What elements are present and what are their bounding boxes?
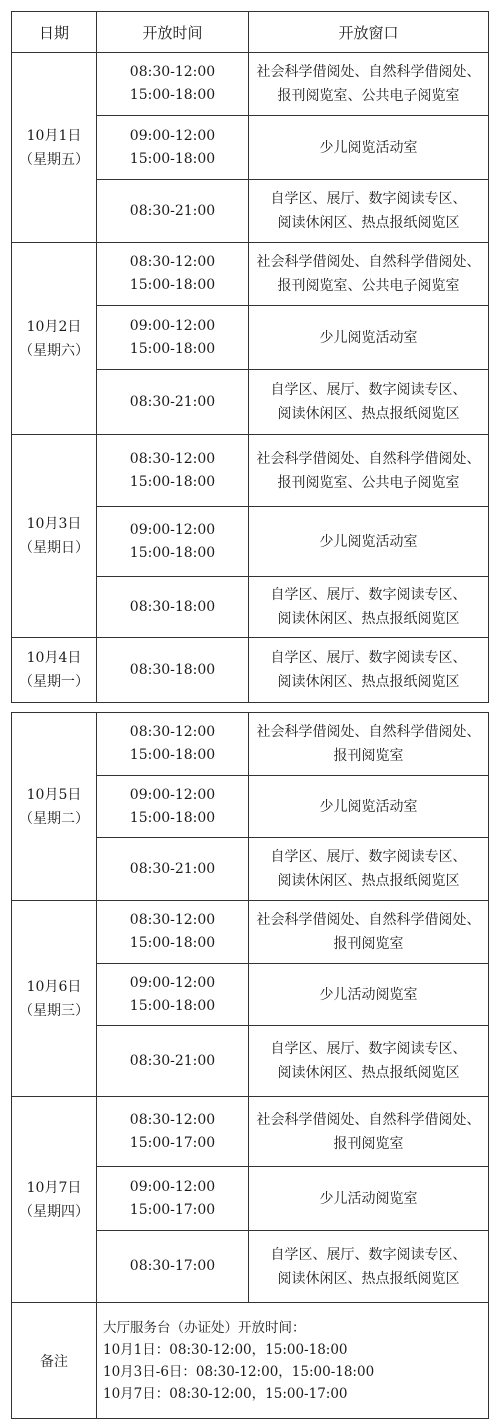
time-cell — [97, 116, 249, 180]
date-label: 10月4日 — [26, 650, 82, 666]
window-line: 自学区、展厅、数字阅读专区、 — [270, 1246, 467, 1263]
window-line: 报刊阅览室 — [333, 1135, 404, 1152]
time-line: 08:30-18:00 — [129, 598, 216, 615]
window-line: 报刊阅览室 — [333, 748, 404, 764]
weekday-label: （星期四） — [19, 1203, 89, 1220]
table-row — [12, 243, 489, 306]
notes-line: 10月7日：08:30-12:00，15:00-17:00 — [103, 1385, 348, 1402]
time-line: 09:00-12:00 — [129, 1178, 216, 1195]
time-cell — [97, 1231, 249, 1303]
table-row — [12, 901, 489, 964]
date-cell — [12, 901, 97, 1097]
time-cell — [97, 1097, 249, 1167]
date-cell — [12, 713, 97, 901]
date-label: 10月5日 — [26, 786, 82, 803]
window-line: 报刊阅览室、公共电子阅览室 — [277, 474, 460, 491]
window-line: 自学区、展厅、数字阅读专区、 — [270, 1041, 467, 1057]
weekday-label: （星期二） — [19, 810, 89, 827]
window-cell — [249, 776, 489, 838]
weekday-label: （星期五） — [19, 151, 89, 168]
window-cell — [249, 306, 489, 370]
window-cell — [249, 243, 489, 306]
date-cell — [12, 53, 97, 243]
date-label: 10月7日 — [26, 1179, 82, 1196]
window-line: 报刊阅览室、公共电子阅览室 — [277, 278, 460, 294]
window-line: 社会科学借阅处、自然科学借阅处、 — [256, 724, 481, 740]
window-cell — [249, 53, 489, 116]
table-row — [12, 1097, 489, 1167]
time-line: 08:30-12:00 — [129, 450, 216, 467]
time-cell — [97, 435, 249, 507]
window-line: 自学区、展厅、数字阅读专区、 — [270, 587, 467, 603]
time-line: 08:30-21:00 — [129, 860, 216, 877]
date-cell — [12, 1097, 97, 1303]
window-line: 社会科学借阅处、自然科学借阅处、 — [256, 1111, 481, 1128]
header-time: 开放时间 — [97, 12, 249, 53]
time-cell — [97, 964, 249, 1026]
header-row — [12, 12, 489, 53]
time-line: 15:00-17:00 — [129, 1134, 216, 1151]
window-line: 社会科学借阅处、自然科学借阅处、 — [256, 450, 481, 467]
time-line: 08:30-12:00 — [129, 254, 216, 270]
time-cell — [97, 370, 249, 435]
time-cell — [97, 53, 249, 116]
time-cell — [97, 243, 249, 306]
time-line: 15:00-18:00 — [129, 544, 216, 561]
window-line: 阅读休闲区、热点报纸阅览区 — [277, 1065, 460, 1081]
window-cell — [249, 1026, 489, 1097]
window-cell — [249, 1231, 489, 1303]
time-line: 09:00-12:00 — [129, 786, 216, 803]
window-line: 社会科学借阅处、自然科学借阅处、 — [256, 254, 481, 270]
time-cell — [97, 838, 249, 901]
time-cell — [97, 507, 249, 577]
window-cell — [249, 435, 489, 507]
time-line: 15:00-18:00 — [129, 87, 216, 103]
time-cell — [97, 713, 249, 776]
weekday-label: （星期日） — [19, 540, 89, 556]
notes-line: 大厅服务台（办证处）开放时间： — [103, 1319, 306, 1336]
window-line: 阅读休闲区、热点报纸阅览区 — [277, 215, 460, 231]
time-line: 08:30-17:00 — [129, 1258, 216, 1274]
time-cell — [97, 180, 249, 243]
time-line: 09:00-12:00 — [129, 317, 216, 334]
time-line: 15:00-18:00 — [129, 997, 216, 1014]
weekday-label: （星期六） — [19, 342, 89, 359]
time-line: 09:00-12:00 — [129, 127, 216, 144]
window-cell — [249, 638, 489, 703]
window-cell — [249, 901, 489, 964]
window-line: 阅读休闲区、热点报纸阅览区 — [277, 674, 460, 690]
date-label: 10月1日 — [26, 127, 82, 144]
window-line: 自学区、展厅、数字阅读专区、 — [270, 650, 467, 666]
date-cell — [12, 243, 97, 435]
window-line: 自学区、展厅、数字阅读专区、 — [270, 382, 467, 398]
weekday-label: （星期一） — [19, 674, 89, 690]
window-cell — [249, 577, 489, 638]
window-line: 阅读休闲区、热点报纸阅览区 — [277, 611, 460, 627]
time-line: 15:00-17:00 — [129, 1201, 216, 1218]
window-cell — [249, 713, 489, 776]
time-cell — [97, 638, 249, 703]
time-line: 15:00-18:00 — [129, 809, 216, 826]
table-row — [12, 53, 489, 116]
time-line: 15:00-18:00 — [129, 935, 216, 951]
notes-label: 备注 — [12, 1303, 97, 1419]
window-cell — [249, 1097, 489, 1167]
time-line: 08:30-12:00 — [129, 64, 216, 80]
notes-line: 10月3日-6日：08:30-12:00，15:00-18:00 — [103, 1363, 375, 1380]
time-line: 15:00-18:00 — [129, 277, 216, 293]
window-line: 社会科学借阅处、自然科学借阅处、 — [256, 64, 481, 80]
notes-cell — [97, 1303, 489, 1419]
window-cell — [249, 370, 489, 435]
weekday-label: （星期三） — [19, 1002, 89, 1019]
window-line: 社会科学借阅处、自然科学借阅处、 — [256, 912, 481, 928]
window-line: 少儿活动阅览室 — [319, 986, 418, 1003]
window-cell — [249, 116, 489, 180]
time-line: 08:30-12:00 — [129, 1111, 216, 1128]
table-row — [12, 713, 489, 776]
window-cell — [249, 180, 489, 243]
table-row — [12, 435, 489, 507]
window-line: 少儿阅览活动室 — [319, 798, 418, 815]
date-cell — [12, 435, 97, 638]
date-cell — [12, 638, 97, 703]
window-line: 阅读休闲区、热点报纸阅览区 — [277, 873, 460, 889]
time-cell — [97, 306, 249, 370]
table-row — [12, 638, 489, 703]
time-line: 15:00-18:00 — [129, 747, 216, 763]
time-line: 08:30-21:00 — [129, 1052, 216, 1069]
window-line: 少儿阅览活动室 — [319, 329, 418, 346]
window-line: 阅读休闲区、热点报纸阅览区 — [277, 1270, 460, 1287]
window-cell — [249, 964, 489, 1026]
time-cell — [97, 1167, 249, 1231]
time-line: 15:00-18:00 — [129, 150, 216, 167]
time-line: 09:00-12:00 — [129, 521, 216, 538]
window-line: 少儿阅览活动室 — [319, 533, 418, 550]
time-line: 15:00-18:00 — [129, 473, 216, 490]
time-cell — [97, 577, 249, 638]
window-line: 阅读休闲区、热点报纸阅览区 — [277, 406, 460, 422]
window-line: 少儿阅览活动室 — [319, 139, 418, 156]
time-cell — [97, 1026, 249, 1097]
notes-row — [12, 1303, 489, 1419]
notes-line: 10月1日：08:30-12:00，15:00-18:00 — [103, 1341, 348, 1358]
window-cell — [249, 838, 489, 901]
time-line: 08:30-21:00 — [129, 202, 216, 219]
time-cell — [97, 901, 249, 964]
time-line: 15:00-18:00 — [129, 340, 216, 357]
schedule-table-2 — [11, 712, 489, 1419]
window-line: 自学区、展厅、数字阅读专区、 — [270, 191, 467, 207]
window-cell — [249, 507, 489, 577]
schedule-table-1 — [11, 11, 489, 703]
header-date: 日期 — [12, 12, 97, 53]
date-label: 10月2日 — [26, 318, 82, 335]
time-line: 08:30-18:00 — [129, 661, 216, 678]
window-line: 报刊阅览室 — [333, 936, 404, 952]
header-window: 开放窗口 — [249, 12, 489, 53]
time-line: 08:30-12:00 — [129, 724, 216, 740]
window-line: 少儿活动阅览室 — [319, 1190, 418, 1207]
time-line: 08:30-21:00 — [129, 393, 216, 410]
date-label: 10月6日 — [26, 978, 82, 995]
window-line: 自学区、展厅、数字阅读专区、 — [270, 849, 467, 865]
window-cell — [249, 1167, 489, 1231]
time-cell — [97, 776, 249, 838]
time-line: 09:00-12:00 — [129, 974, 216, 991]
date-label: 10月3日 — [26, 516, 82, 532]
window-line: 报刊阅览室、公共电子阅览室 — [277, 88, 460, 104]
time-line: 08:30-12:00 — [129, 912, 216, 928]
